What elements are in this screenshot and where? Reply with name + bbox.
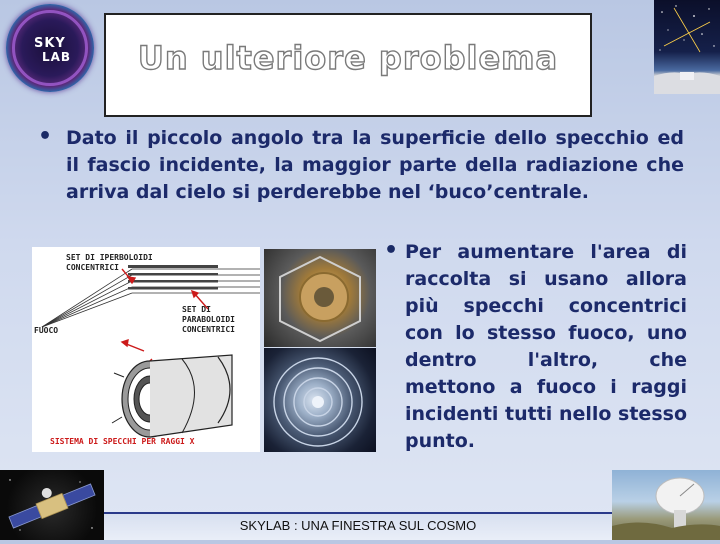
label-paraboloids: SET DI PARABOLOIDI CONCENTRICI	[182, 305, 235, 334]
title-box	[104, 13, 592, 117]
satellite-drawing	[0, 470, 104, 540]
xray-mirror-drawing	[32, 247, 260, 452]
concentric-mirrors-photo	[264, 348, 376, 452]
footer-text: SKYLAB : UNA FINESTRA SUL COSMO	[239, 518, 477, 533]
satellite-image	[0, 470, 104, 540]
label-hyperboloids: SET DI IPERBOLOIDI CONCENTRICI	[66, 253, 153, 272]
shells-photo-drawing	[264, 348, 376, 452]
xray-mirror-diagram	[32, 247, 260, 452]
telescope-mirror-photo	[264, 249, 376, 347]
label-focus: FUOCO	[34, 326, 59, 335]
diagram-caption: SISTEMA DI SPECCHI PER RAGGI X	[50, 437, 195, 446]
radio-telescope-image	[612, 470, 720, 540]
bullet-text-2: Per aumentare l'area di raccolta si usano allora più specchi concentrici con lo stesso fuoco, uno dentro l'altro, che mettono a fuoco i raggi incidenti tutti nello stesso punto.	[405, 241, 687, 452]
skylab-logo-icon	[6, 4, 94, 92]
bullet-marker: •	[38, 124, 53, 149]
slide-title: Un ulteriore problema	[137, 39, 559, 77]
logo-text-line2: LAB	[42, 50, 72, 64]
bullet-marker: •	[384, 238, 399, 263]
bullet-text-1: Dato il piccolo angolo tra la superficie dello specchio ed il fascio incidente, la maggior parte della radiazione che arriva dal cielo si perderebbe nel ‘buco’centrale.	[66, 127, 684, 203]
logo-text-line1: SKY	[34, 36, 66, 51]
radio-dish-drawing	[612, 470, 720, 540]
night-sky-image	[654, 0, 720, 94]
mirror-photo-drawing	[264, 249, 376, 347]
night-sky-drawing	[654, 0, 720, 94]
